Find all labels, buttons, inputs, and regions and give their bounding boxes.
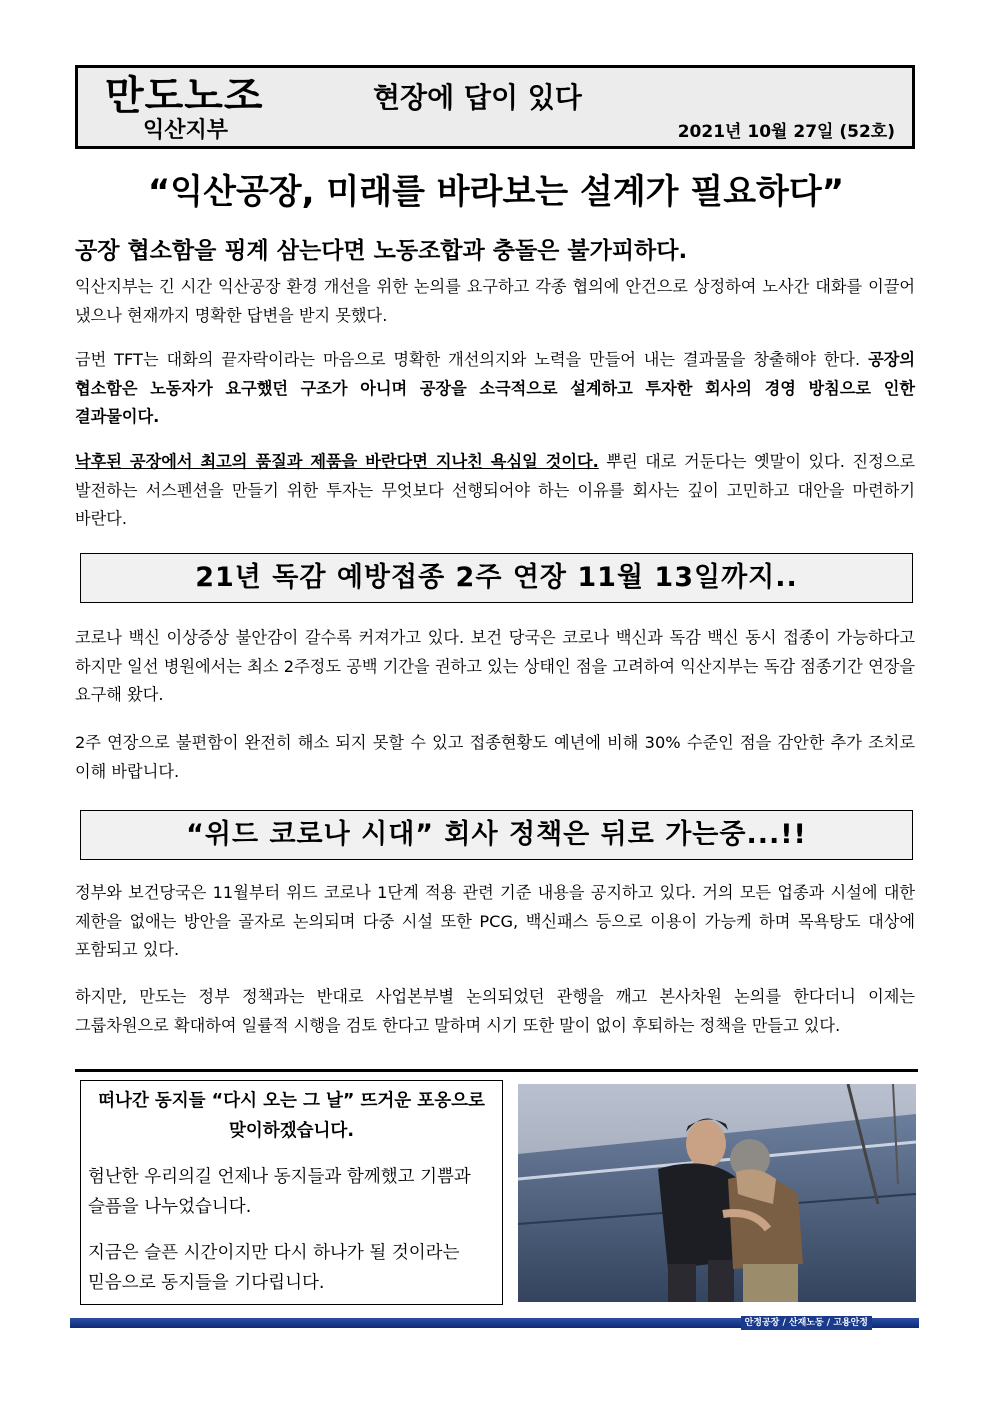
- section3-heading: “위드 코로나 시대” 회사 정책은 뒤로 가는중...!!: [80, 810, 913, 860]
- slogan: 현장에 답이 있다: [373, 81, 582, 114]
- main-title: “익산공장, 미래를 바라보는 설계가 필요하다”: [147, 172, 845, 212]
- emphasis-text: 공장의 협소함은 노동자가 요구했던 구조가 아니며 공장을 소극적으로 설계하고 투자한 회사의 경영 방침으로 인한 결과물이다.: [75, 350, 915, 426]
- issue-date: 2021년 10월 27일 (52호): [677, 122, 895, 142]
- section2-heading: 21년 독감 예방접종 2주 연장 11월 13일까지..: [80, 553, 913, 603]
- footer-slogan: 안정공장 / 산재노동 / 고용안정: [741, 1316, 872, 1330]
- section3-paragraph-1: 정부와 보건당국은 11월부터 위드 코로나 1단계 적용 관련 기준 내용을 공지하고 있다. 거의 모든 업종과 시설에 대한 제한을 없애는 방안을 골자로 논의되며 다중 시설 또한 PCG, 백신패스 등으로 이용이 가능케 하며 목욕탕도 대상에 포함되고 있다.: [75, 883, 915, 959]
- section2-paragraph-2: 2주 연장으로 불편함이 완전히 해소 되지 못할 수 있고 접종현황도 예년에 비해 30% 수준인 점을 감안한 추가 조치로 이해 바랍니다.: [75, 733, 915, 781]
- section1-paragraph-3: [75, 448, 915, 534]
- section2-paragraph-1: 코로나 백신 이상증상 불안감이 갈수록 커져가고 있다. 보건 당국은 코로나 백신과 독감 백신 동시 접종이 가능하다고 하지만 일선 병원에서는 최소 2주정도 공백 기간을 권하고 있는 상태인 점을 고려하여 익산지부는 독감 점종기간 연장을 요구해 왔다.: [75, 628, 915, 704]
- paragraph-text: 금번 TFT는 대화의 끝자락이라는 마음으로 명확한 개선의지와 노력을 만들어 내는 결과물을 창출해야 한다.: [75, 350, 869, 369]
- branch-name: 익산지부: [143, 118, 229, 143]
- section1-subheading: 공장 협소함을 핑계 삼는다면 노동조합과 충돌은 불가피하다.: [75, 238, 688, 264]
- section1-paragraph-2: [75, 346, 915, 432]
- notice-paragraph-2: 지금은 슬픈 시간이지만 다시 하나가 될 것이라는 믿음으로 동지들을 기다립니다.: [88, 1243, 460, 1293]
- section3-paragraph-2: 하지만, 만도는 정부 정책과는 반대로 사업본부별 논의되었던 관행을 깨고 본사차원 논의를 한다더니 이제는 그룹차원으로 확대하여 일률적 시행을 검토 한다고 말하며 시기 또한 말이 없이 후퇴하는 정책을 만들고 있다.: [75, 987, 915, 1035]
- section1-paragraph-1: 익산지부는 긴 시간 익산공장 환경 개선을 위한 논의를 요구하고 각종 협의에 안건으로 상정하여 노사간 대화를 이끌어 냈으나 현재까지 명확한 답변을 받지 못했다.: [75, 277, 915, 325]
- paragraph-text: 뿌린 대로 거둔다는 옛말이 있다. 진정으로 발전하는 서스펜션을 만들기 위한 투자는 무엇보다 선행되어야 하는 이유를 회사는 깊이 고민하고 대안을 마련하기 바란다.: [75, 452, 915, 528]
- notice-title: 떠나간 동지들 “다시 오는 그 날” 뜨거운 포옹으로 맞이하겠습니다.: [98, 1091, 485, 1141]
- section-divider: [75, 1069, 918, 1072]
- embrace-photo: [518, 1084, 916, 1302]
- notice-paragraph-1: 험난한 우리의길 언제나 동지들과 함께했고 기쁨과 슬픔을 나누었습니다.: [88, 1167, 471, 1217]
- union-name: 만도노조: [105, 73, 264, 119]
- underlined-text: 낙후된 공장에서 최고의 품질과 제품을 바란다면 지나친 욕심일 것이다.: [75, 452, 599, 471]
